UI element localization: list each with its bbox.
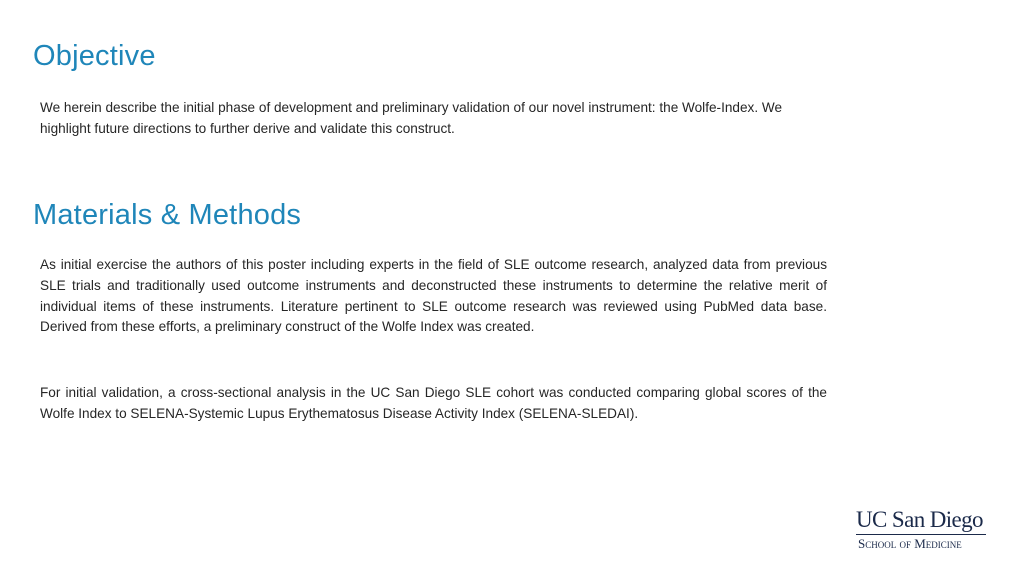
objective-paragraph: We herein describe the initial phase of development and preliminary validation of our novel instrument: the Wolfe-Index. We highlight future directions to further derive and validate this construct. — [40, 100, 783, 136]
logo-divider — [856, 534, 986, 535]
ucsd-school-of-medicine-logo — [856, 508, 988, 552]
materials-methods-heading: Materials & Methods — [33, 199, 302, 231]
methods-paragraph-1: As initial exercise the authors of this poster including experts in the field of SLE outcome research, analyzed data from previous SLE trials and traditionally used outcome instruments and deconstructed these instruments to determine the relative merit of individual items of these instruments. Literature pertinent to SLE outcome research was reviewed using PubMed data base. Derived from these efforts, a preliminary construct of the Wolfe Index was created. — [40, 257, 827, 335]
logo-subtitle: School of Medicine — [858, 536, 962, 551]
methods-paragraph-2: For initial validation, a cross-sectional analysis in the UC San Diego SLE cohort was conducted comparing global scores of the Wolfe Index to SELENA-Systemic Lupus Erythematosus Disease Activity Index (SELENA-SLEDAI). — [40, 385, 827, 421]
logo-wordmark: UC San Diego — [856, 507, 983, 532]
objective-heading: Objective — [33, 40, 156, 72]
